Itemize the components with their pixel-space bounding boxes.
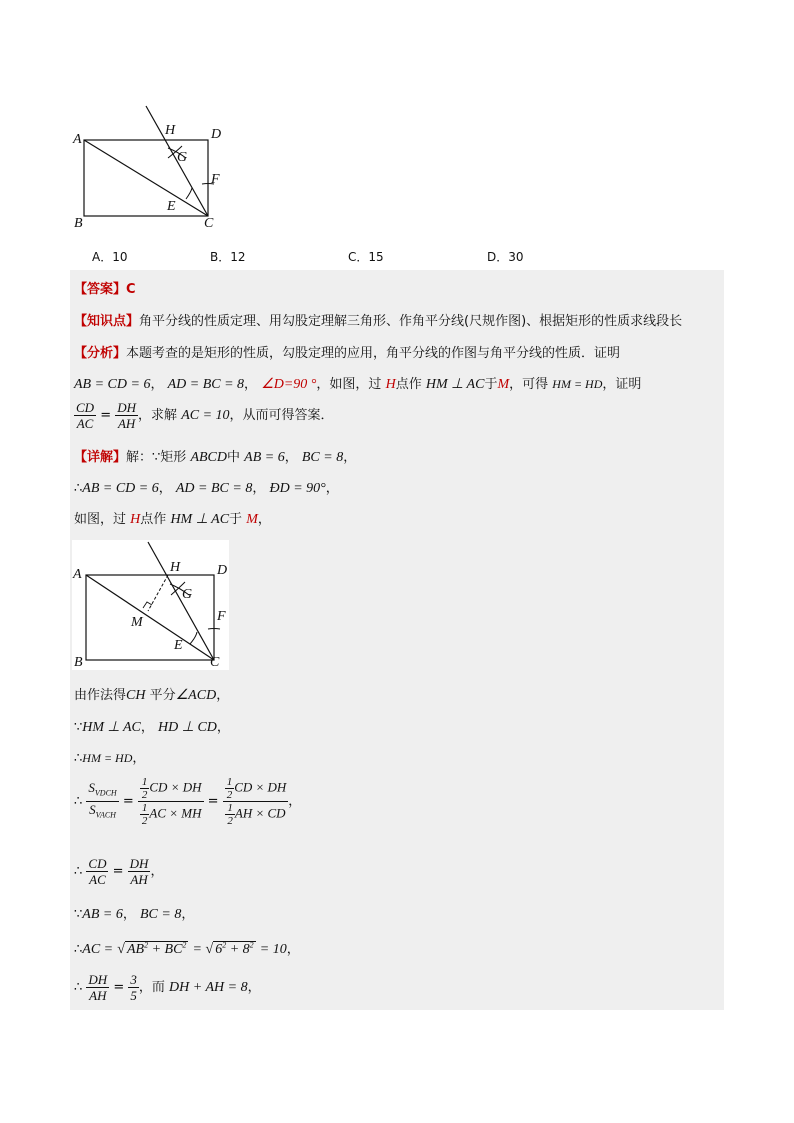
frac-num: 3 bbox=[130, 972, 137, 987]
frac-num: CD bbox=[88, 856, 107, 871]
fig1-label-f: F bbox=[211, 172, 220, 187]
detail-text-9: ，而 bbox=[138, 980, 165, 995]
detail-hm-perp-ac: HM ⊥ AC bbox=[82, 720, 141, 735]
analysis-angle-d: ∠D=90 ° bbox=[261, 377, 317, 392]
fig1-label-e: E bbox=[167, 199, 176, 214]
analysis-point-h: H bbox=[385, 377, 396, 392]
fig2-label-e: E bbox=[174, 638, 183, 653]
analysis-eq-ad-bc: AD = BC = 8 bbox=[167, 377, 245, 392]
expr-cd-dh: CD × DH bbox=[149, 779, 202, 795]
fig1-label-h: H bbox=[165, 123, 176, 138]
analysis-text-8: ，从而可得答案． bbox=[229, 408, 334, 423]
analysis-hm-perp: HM ⊥ AC bbox=[425, 377, 485, 392]
rad-6: 6 bbox=[215, 942, 223, 957]
analysis-text-2: ，如图，过 bbox=[316, 377, 382, 392]
frac-num: DH bbox=[88, 972, 108, 987]
analysis-hm-hd: HM = HD bbox=[552, 377, 603, 391]
detail-line-8: ∴ $\frac{CD}{AC}$ = $\frac{DH}{AH}$ ， bbox=[74, 856, 164, 887]
detail-tag: 【详解】 bbox=[74, 450, 127, 465]
fig2-label-g: G bbox=[182, 587, 193, 602]
detail-line-9: ∵AB = 6， BC = 8， bbox=[74, 907, 195, 922]
fraction-dh-ah bbox=[115, 400, 138, 431]
rad-bc: BC bbox=[164, 942, 183, 957]
detail-bc-8: BC = 8 bbox=[139, 907, 182, 922]
fig1-label-g: G bbox=[177, 150, 188, 165]
analysis-text-5: ，可得 bbox=[509, 377, 549, 392]
half-den: 2 bbox=[226, 789, 233, 801]
half-num: 1 bbox=[141, 776, 148, 788]
analysis-line-2: AB = CD = 6， AD = BC = 8， ∠D=90 °，如图，过 H点作 HM ⊥ AC于M，可得 HM = HD，证明 bbox=[74, 377, 642, 392]
answer-value: C bbox=[126, 282, 136, 297]
arc-f-2 bbox=[208, 629, 220, 630]
detail-point-m: M bbox=[246, 512, 258, 527]
fraction-area-ratio bbox=[86, 780, 118, 822]
detail-text-3: 如图，过 bbox=[74, 512, 127, 527]
frac-den: AH bbox=[89, 988, 107, 1003]
analysis-line-1 bbox=[74, 342, 620, 361]
detail-angle-acd: ∠ACD bbox=[175, 688, 217, 703]
fig2-label-f: F bbox=[217, 609, 226, 624]
knowledge-tag: 【知识点】 bbox=[74, 314, 140, 329]
detail-text-5: 于 bbox=[229, 512, 243, 527]
detail-line-6: ∴HM = HD， bbox=[74, 751, 146, 766]
analysis-text-7: ，求解 bbox=[138, 408, 178, 423]
perpendicular-hm bbox=[148, 575, 168, 611]
rad-8: 8 bbox=[242, 942, 250, 957]
option-a: A．10 bbox=[92, 250, 128, 264]
fig1-label-c: C bbox=[204, 216, 214, 231]
frac-num: DH bbox=[117, 400, 137, 415]
diagonal-ac bbox=[84, 140, 208, 216]
area-sub-dch: VDCH bbox=[94, 789, 117, 798]
analysis-text-4: 于 bbox=[484, 377, 498, 392]
diagonal-ac-2 bbox=[86, 575, 214, 660]
answer-tag: 【答案】 bbox=[74, 282, 127, 297]
frac-den: AC bbox=[89, 872, 106, 887]
detail-line-5: ∵HM ⊥ AC， HD ⊥ CD， bbox=[74, 720, 230, 735]
analysis-eq-ab-cd: AB = CD = 6 bbox=[74, 377, 151, 392]
detail-text-7: 由作法得 bbox=[74, 688, 127, 703]
detail-ab: AB = 6 bbox=[244, 450, 285, 465]
half-den: 2 bbox=[227, 815, 233, 827]
knowledge-text: 角平分线的性质定理、用勾股定理解三角形、作角平分线(尺规作图)、根据矩形的性质求线段长 bbox=[139, 314, 683, 329]
detail-ac-label: AC = bbox=[82, 942, 114, 957]
detail-rect: ABCD bbox=[190, 450, 227, 465]
expr-ac-mh: AC × MH bbox=[149, 805, 202, 821]
detail-ac-result: = 10 bbox=[259, 942, 287, 957]
expr-ah-cd: AH × CD bbox=[234, 805, 286, 821]
option-c: C．15 bbox=[348, 250, 384, 264]
option-d: D．30 bbox=[487, 250, 524, 264]
fig1-label-a: A bbox=[73, 132, 82, 147]
detail-hd-perp-cd: HD ⊥ CD bbox=[158, 720, 217, 735]
fraction-area-expression-1 bbox=[138, 776, 204, 827]
sqrt-ab-bc: $AB^2 + BC^2$ bbox=[126, 940, 187, 957]
fig2-label-d: D bbox=[217, 563, 228, 578]
detail-angle-d: ÐD = 90° bbox=[269, 481, 326, 496]
detail-ad-bc: AD = BC = 8 bbox=[175, 481, 253, 496]
half-den: 2 bbox=[141, 815, 148, 827]
frac-den: AC bbox=[76, 416, 94, 431]
detail-ch: CH bbox=[126, 688, 146, 703]
frac-den: AH bbox=[117, 416, 136, 431]
detail-line-11: ∴ $\frac{DH}{AH}$ = $\frac{3}{5}$ ，而 DH + AH = 8， bbox=[74, 972, 261, 1003]
detail-ab-cd: AB = CD = 6 bbox=[82, 481, 159, 496]
fraction-dh-ah-3 bbox=[86, 972, 109, 1003]
detail-text-8: 平分 bbox=[149, 688, 176, 703]
knowledge-line bbox=[74, 310, 682, 329]
fig2-label-c: C bbox=[210, 655, 220, 670]
detail-line-3 bbox=[74, 508, 271, 528]
fraction-cd-ac bbox=[74, 400, 96, 431]
frac-den: 5 bbox=[130, 988, 137, 1003]
area-symbol: S bbox=[88, 780, 95, 796]
fraction-area-expression-2 bbox=[223, 776, 289, 827]
fig2-label-h: H bbox=[170, 560, 181, 575]
analysis-tag: 【分析】 bbox=[74, 346, 127, 361]
detail-text-1: 解：∵矩形 bbox=[126, 450, 187, 465]
analysis-text-6: ，证明 bbox=[602, 377, 642, 392]
detail-dh-ah-sum: DH + AH = 8 bbox=[169, 980, 248, 995]
arc-e-2 bbox=[190, 632, 197, 644]
answer-line bbox=[74, 278, 136, 297]
fig2-label-m: M bbox=[131, 615, 143, 630]
figure-rectangle-with-perpendicular bbox=[72, 540, 229, 670]
frac-num: CD bbox=[76, 400, 95, 415]
fig2-label-a: A bbox=[73, 567, 82, 582]
fig1-label-b: B bbox=[74, 216, 83, 231]
half-num: 1 bbox=[227, 802, 233, 814]
fig1-label-d: D bbox=[211, 127, 222, 142]
detail-line-2: ∴AB = CD = 6， AD = BC = 8， ÐD = 90°， bbox=[74, 481, 339, 496]
option-b: B．12 bbox=[210, 250, 246, 264]
frac-num: DH bbox=[129, 856, 149, 871]
fraction-dh-ah-2 bbox=[128, 856, 151, 887]
detail-text-6: ， bbox=[257, 512, 271, 527]
area-symbol: S bbox=[89, 802, 96, 817]
therefore-symbol: ∴ bbox=[74, 481, 83, 496]
analysis-text-3: 点作 bbox=[395, 377, 422, 392]
detail-line-4: 由作法得CH 平分∠ACD， bbox=[74, 688, 230, 703]
sqrt-6-8: $6^2 + 8^2$ bbox=[215, 940, 254, 957]
detail-hm-perp: HM ⊥ AC bbox=[170, 512, 230, 527]
detail-text-2: 中 bbox=[227, 450, 241, 465]
detail-bc: BC = 8 bbox=[301, 450, 344, 465]
figure-rectangle-construction bbox=[60, 100, 260, 240]
half-num: 1 bbox=[141, 802, 148, 814]
detail-point-h: H bbox=[130, 512, 141, 527]
analysis-point-m: M bbox=[497, 377, 510, 392]
half-num: 1 bbox=[226, 776, 233, 788]
analysis-ac-eq: AC = 10 bbox=[181, 408, 230, 423]
therefore-symbol-2: ∴ bbox=[74, 751, 83, 766]
detail-hm-eq-hd: HM = HD bbox=[82, 751, 133, 765]
detail-line-1: 【详解】解：∵矩形 ABCD中 AB = 6， BC = 8， bbox=[74, 450, 357, 465]
fraction-cd-ac-2 bbox=[86, 856, 108, 887]
detail-text-4: 点作 bbox=[140, 512, 167, 527]
frac-den: AH bbox=[130, 872, 148, 887]
arc-e bbox=[186, 188, 192, 199]
expr-cd-dh-2: CD × DH bbox=[234, 779, 287, 795]
fig2-label-b: B bbox=[74, 655, 83, 670]
analysis-line-3: $\frac{CD}{AC}$ = $\frac{DH}{AH}$ ，求解 AC = 10，从而可得答案． bbox=[76, 400, 334, 431]
detail-line-10: ∴AC = √ $AB^2 + BC^2$ = √ $6^2 + 8^2 = 10$， bbox=[74, 940, 300, 957]
half-den: 2 bbox=[141, 789, 148, 801]
analysis-text: 本题考查的是矩形的性质，勾股定理的应用，角平分线的作图与角平分线的性质．证明 bbox=[126, 346, 621, 361]
rad-ab: AB bbox=[126, 942, 145, 957]
detail-ab-6: AB = 6 bbox=[82, 907, 123, 922]
fraction-3-5 bbox=[128, 972, 139, 1003]
because-symbol: ∵ bbox=[74, 720, 83, 735]
area-sub-ach: VACH bbox=[95, 810, 116, 820]
detail-line-7: ∴ $\frac{S_{VDCH}}{S_{VACH}}$ = $\frac{1}{2}$ CD × DH $\frac{1}{2}$ AC × MH = $\frac{1}{2}$ CD × DH $\frac{1}{2}$ AH × CD ， bbox=[74, 776, 302, 827]
